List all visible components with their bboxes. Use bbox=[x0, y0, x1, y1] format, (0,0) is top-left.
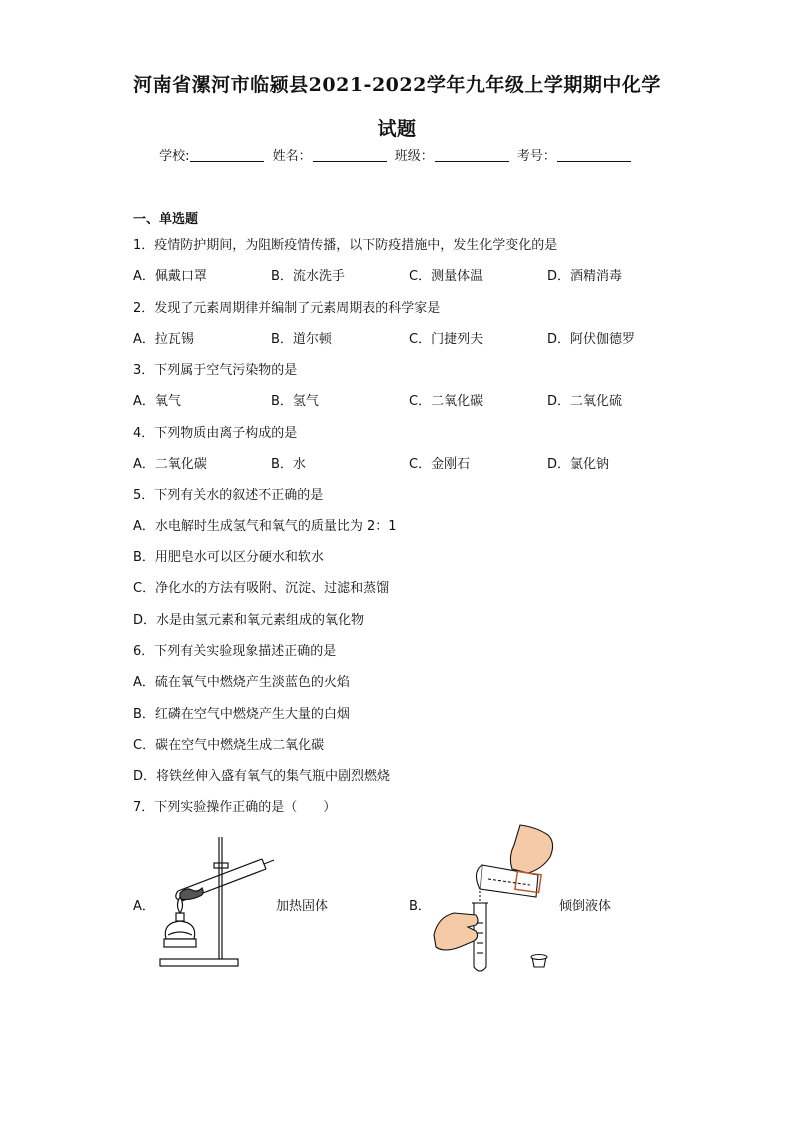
school-label: 学校: bbox=[159, 149, 190, 164]
question-1-option-a[interactable]: A．佩戴口罩 bbox=[133, 269, 207, 284]
question-4-option-a[interactable]: A．二氧化碳 bbox=[133, 457, 207, 472]
question-4-option-b[interactable]: B．水 bbox=[271, 457, 306, 472]
pouring-liquid-figure bbox=[432, 823, 562, 978]
question-2-option-c[interactable]: C．门捷列夫 bbox=[409, 332, 484, 347]
question-6-option-a[interactable]: A．硫在氧气中燃烧产生淡蓝色的火焰 bbox=[133, 675, 350, 690]
question-7-caption-b: 倾倒液体 bbox=[559, 899, 612, 914]
question-7-option-a[interactable]: A． bbox=[133, 899, 155, 914]
question-1-stem: 1．疫情防护期间，为阻断疫情传播，以下防疫措施中，发生化学变化的是 bbox=[133, 238, 558, 253]
question-6-option-b[interactable]: B．红磷在空气中燃烧产生大量的白烟 bbox=[133, 707, 350, 722]
question-5-option-c[interactable]: C．净化水的方法有吸附、沉淀、过滤和蒸馏 bbox=[133, 581, 390, 596]
question-4-option-d[interactable]: D．氯化钠 bbox=[547, 457, 610, 472]
class-blank[interactable] bbox=[435, 147, 509, 162]
question-3-option-c[interactable]: C．二氧化碳 bbox=[409, 394, 484, 409]
section-heading: 一、单选题 bbox=[133, 212, 199, 227]
question-5-option-b[interactable]: B．用肥皂水可以区分硬水和软水 bbox=[133, 550, 324, 565]
school-blank[interactable] bbox=[190, 147, 264, 162]
question-3-option-d[interactable]: D．二氧化硫 bbox=[547, 394, 623, 409]
heating-solid-apparatus-figure bbox=[150, 835, 275, 970]
exam-title-line1: 河南省漯河市临颍县2021-2022学年九年级上学期期中化学 bbox=[133, 74, 661, 96]
exam-number-blank[interactable] bbox=[557, 147, 631, 162]
question-7-caption-a: 加热固体 bbox=[276, 899, 329, 914]
question-2-stem: 2．发现了元素周期律并编制了元素周期表的科学家是 bbox=[133, 301, 441, 316]
class-label: 班级： bbox=[394, 149, 434, 164]
question-4-option-c[interactable]: C．金刚石 bbox=[409, 457, 471, 472]
exam-title-line2: 试题 bbox=[377, 118, 417, 140]
question-3-option-b[interactable]: B．氢气 bbox=[271, 394, 319, 409]
question-4-stem: 4．下列物质由离子构成的是 bbox=[133, 426, 298, 441]
question-2-option-b[interactable]: B．道尔顿 bbox=[271, 332, 332, 347]
question-1-option-d[interactable]: D．酒精消毒 bbox=[547, 269, 623, 284]
question-5-stem: 5．下列有关水的叙述不正确的是 bbox=[133, 488, 324, 503]
student-info-fields bbox=[0, 145, 794, 164]
name-blank[interactable] bbox=[313, 147, 387, 162]
name-label: 姓名： bbox=[272, 149, 312, 164]
question-2-option-d[interactable]: D．阿伏伽德罗 bbox=[547, 332, 636, 347]
question-1-option-b[interactable]: B．流水洗手 bbox=[271, 269, 345, 284]
question-5-option-a[interactable]: A．水电解时生成氢气和氧气的质量比为 2：1 bbox=[133, 519, 397, 534]
question-2-option-a[interactable]: A．拉瓦锡 bbox=[133, 332, 194, 347]
question-5-option-d[interactable]: D．水是由氢元素和氧元素组成的氧化物 bbox=[133, 613, 365, 628]
question-7-stem: 7．下列实验操作正确的是（ ） bbox=[133, 800, 337, 815]
question-6-stem: 6．下列有关实验现象描述正确的是 bbox=[133, 644, 337, 659]
question-3-stem: 3．下列属于空气污染物的是 bbox=[133, 363, 298, 378]
question-1-option-c[interactable]: C．测量体温 bbox=[409, 269, 484, 284]
question-6-option-d[interactable]: D．将铁丝伸入盛有氧气的集气瓶中剧烈燃烧 bbox=[133, 769, 391, 784]
exam-number-label: 考号： bbox=[516, 149, 556, 164]
question-7-option-b[interactable]: B． bbox=[409, 899, 431, 914]
question-6-option-c[interactable]: C．碳在空气中燃烧生成二氧化碳 bbox=[133, 738, 325, 753]
question-3-option-a[interactable]: A．氧气 bbox=[133, 394, 181, 409]
